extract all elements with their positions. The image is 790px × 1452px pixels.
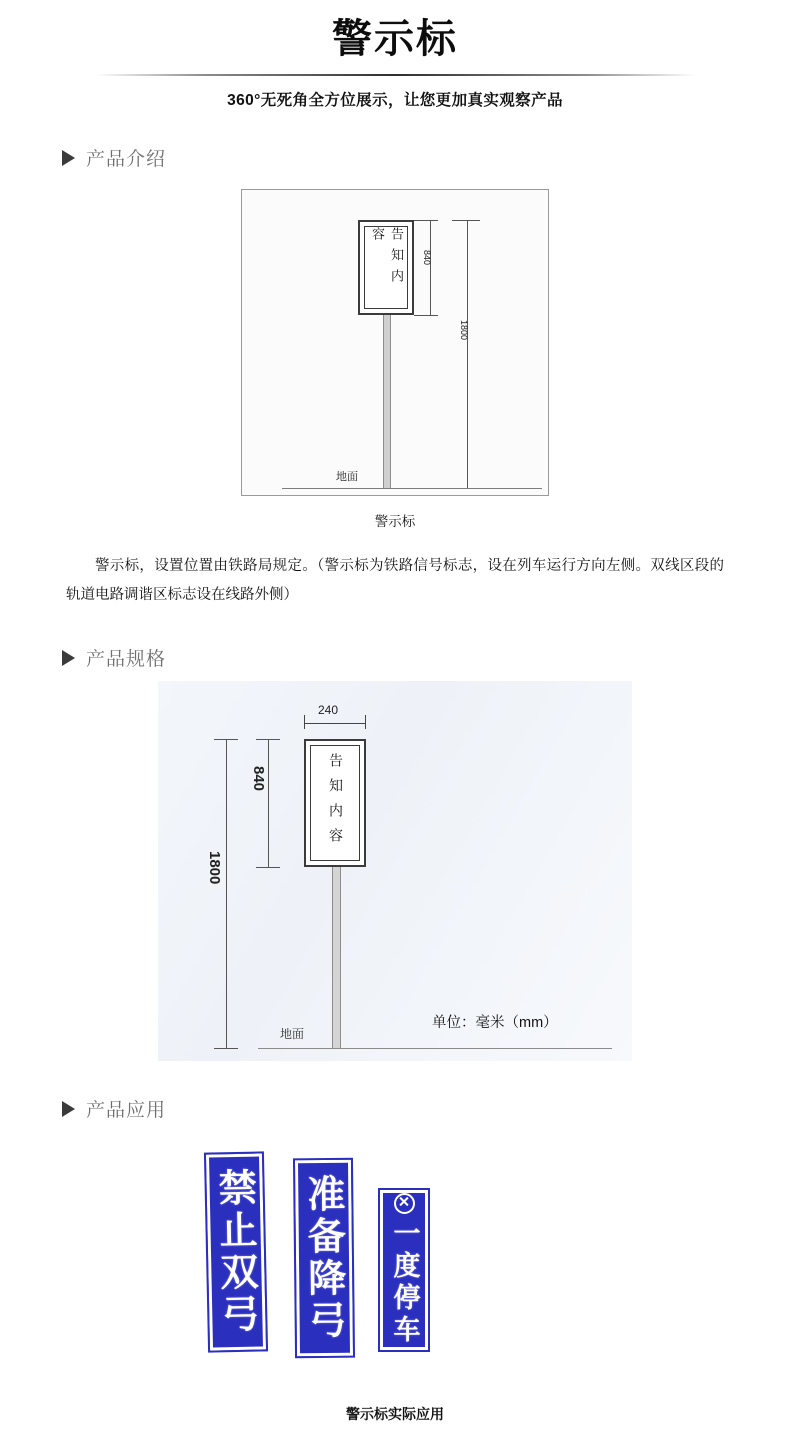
dimension-tick bbox=[414, 315, 438, 316]
dimension-line-width bbox=[304, 723, 366, 724]
dimension-line-total bbox=[226, 739, 227, 1048]
dimension-tick bbox=[256, 867, 280, 868]
sign-plate-inner-border bbox=[364, 226, 408, 309]
dimension-tick bbox=[304, 715, 305, 729]
figure-application bbox=[200, 1144, 590, 1394]
dimension-label-height: 840 bbox=[422, 250, 432, 266]
figure-caption-intro: 警示标 bbox=[374, 514, 416, 529]
application-sign-text: 准备降弓 bbox=[300, 1173, 347, 1343]
sign-plate-inner-border bbox=[310, 745, 360, 861]
sign-plate-text: 告知内容 bbox=[369, 227, 403, 290]
dimension-label-width: 240 bbox=[318, 703, 339, 717]
dimension-label-total: 1800 bbox=[459, 320, 469, 341]
figure-product-spec-wrap bbox=[0, 681, 790, 1061]
figure-product-spec bbox=[158, 681, 632, 1061]
figure-product-intro bbox=[241, 189, 549, 496]
application-sign-text: 禁止双弓 bbox=[211, 1167, 260, 1337]
ground-label: 地面 bbox=[336, 471, 358, 483]
dimension-label-total: 1800 bbox=[206, 851, 223, 885]
triangle-bullet-icon bbox=[62, 650, 75, 666]
triangle-bullet-icon bbox=[62, 150, 75, 166]
sign-post-graphic bbox=[383, 312, 391, 488]
figure-product-intro-wrap bbox=[0, 189, 790, 496]
page-header bbox=[0, 0, 790, 110]
dimension-tick bbox=[414, 220, 438, 221]
section-heading-product-spec bbox=[62, 644, 790, 671]
ground-line-graphic bbox=[258, 1048, 612, 1049]
sign-post-graphic bbox=[332, 863, 341, 1048]
crossed-circle-icon bbox=[394, 1193, 415, 1214]
application-sign bbox=[295, 1160, 353, 1357]
triangle-bullet-icon bbox=[62, 1101, 75, 1117]
sign-plate-text: 告知内容 bbox=[327, 753, 343, 853]
dimension-line-height bbox=[430, 220, 431, 315]
intro-paragraph: 警示标，设置位置由铁路局规定。（警示标为铁路信号标志，设在列车运行方向左侧。双线区段的轨道电路调谐区标志设在线路外侧） bbox=[66, 558, 724, 603]
dimension-tick bbox=[214, 1048, 238, 1049]
page-title: 警示标 bbox=[332, 16, 458, 62]
unit-note: 单位：毫米（mm） bbox=[432, 1015, 558, 1031]
application-sign-text: 一度停车 bbox=[388, 1219, 420, 1347]
dimension-line-height bbox=[268, 739, 269, 867]
figure-application-wrap bbox=[0, 1144, 790, 1394]
page-subtitle: 360°无死角全方位展示，让您更加真实观察产品 bbox=[227, 92, 563, 109]
section-heading-product-application bbox=[62, 1095, 790, 1122]
dimension-label-height: 840 bbox=[250, 766, 267, 792]
dimension-tick bbox=[452, 220, 480, 221]
sign-plate-graphic bbox=[358, 220, 414, 315]
title-divider bbox=[0, 74, 790, 76]
figure-caption-application: 警示标实际应用 bbox=[346, 1406, 444, 1422]
sign-plate-graphic bbox=[304, 739, 366, 867]
section-label: 产品规格 bbox=[86, 649, 167, 670]
dimension-line-total bbox=[467, 220, 468, 488]
application-sign bbox=[206, 1153, 266, 1350]
application-sign bbox=[380, 1190, 428, 1350]
section-heading-product-intro bbox=[62, 144, 790, 171]
ground-line-graphic bbox=[282, 488, 542, 489]
dimension-tick bbox=[365, 715, 366, 729]
section-label: 产品应用 bbox=[86, 1100, 167, 1121]
section-label: 产品介绍 bbox=[86, 149, 167, 170]
ground-label: 地面 bbox=[280, 1027, 305, 1041]
